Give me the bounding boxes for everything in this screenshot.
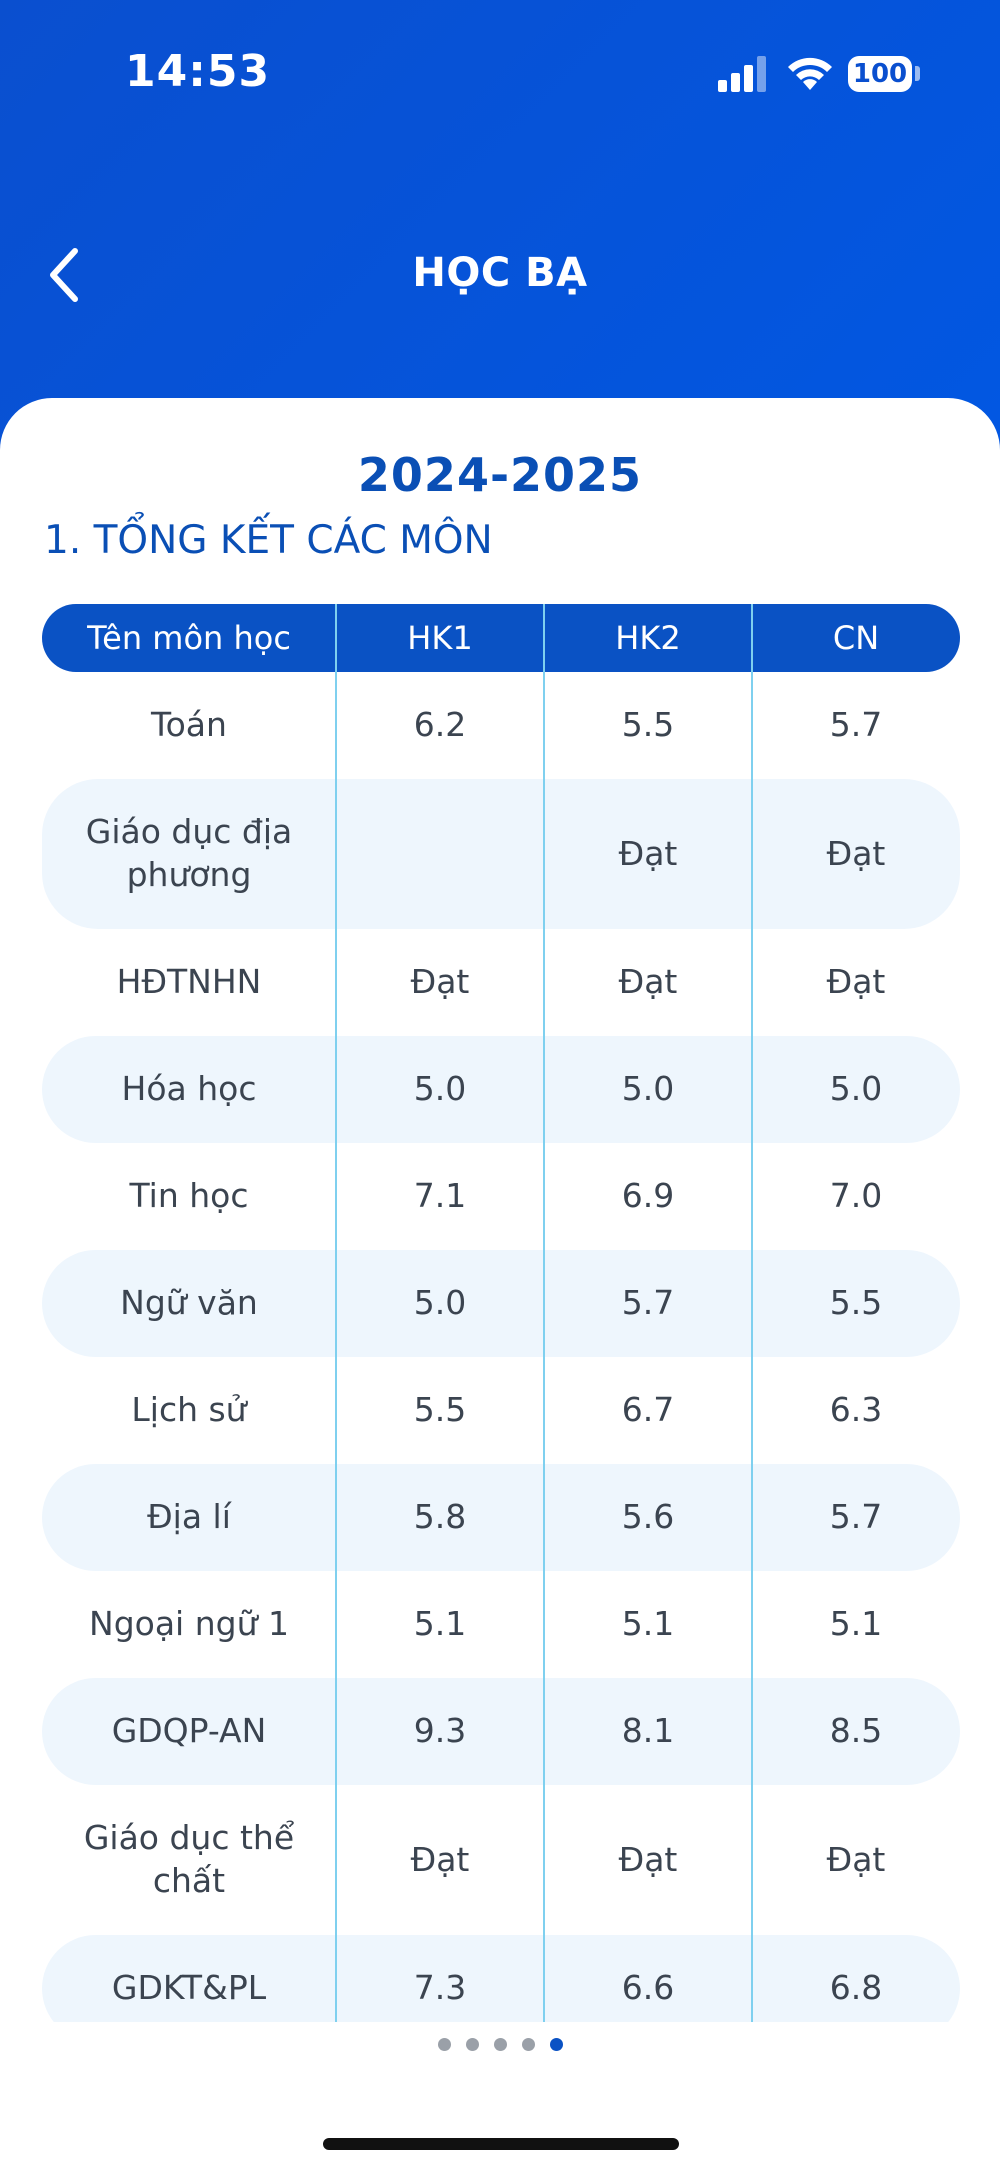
table-row: [42, 1036, 960, 1143]
table-row: [42, 929, 960, 1036]
hk1-cell: 5.5: [413, 1390, 467, 1430]
table-row: [42, 1143, 960, 1250]
school-year: 2024-2025: [357, 448, 643, 502]
page-dot[interactable]: [522, 2038, 535, 2051]
hk1-cell: 5.1: [413, 1604, 467, 1644]
subject-cell: HĐTNHN: [116, 962, 262, 1002]
cn-cell: 5.7: [829, 705, 883, 745]
cn-cell: 5.5: [829, 1283, 883, 1323]
subject-cell: GDQP-AN: [111, 1711, 267, 1751]
table-row: [42, 1250, 960, 1357]
content-card: [0, 398, 1000, 2167]
cellular-signal-icon: [718, 56, 770, 92]
subject-cell: Toán: [151, 705, 227, 745]
hk1-cell: 9.3: [413, 1711, 467, 1751]
cn-cell: 5.7: [829, 1497, 883, 1537]
battery-level: 100: [852, 59, 908, 89]
cn-cell: 5.1: [829, 1604, 883, 1644]
hk1-cell: 5.0: [413, 1283, 467, 1323]
status-time: 14:53: [125, 46, 271, 97]
cn-cell: 5.0: [829, 1069, 883, 1109]
cn-cell: Đạt: [826, 833, 886, 873]
column-divider: [335, 604, 337, 2022]
section-title: 1. TỔNG KẾT CÁC MÔN: [44, 518, 493, 563]
table-row: [42, 1785, 960, 1935]
status-bar: [0, 0, 1000, 150]
column-divider: [751, 604, 753, 2022]
cn-cell: 7.0: [829, 1176, 883, 1216]
table-row: [42, 1678, 960, 1785]
hk2-cell: 5.1: [621, 1604, 675, 1644]
subject-cell: Ngoại ngữ 1: [89, 1604, 289, 1644]
hk2-cell: 5.5: [621, 705, 675, 745]
cn-cell: 6.3: [829, 1390, 883, 1430]
column-divider: [543, 604, 545, 2022]
grades-table[interactable]: [42, 604, 960, 2022]
page-indicator: [0, 2038, 1000, 2058]
subject-cell: Ngữ văn: [120, 1283, 258, 1323]
hk1-cell: 7.3: [413, 1968, 467, 2008]
cn-cell: 6.8: [829, 1968, 883, 2008]
hk1-cell: Đạt: [410, 1839, 470, 1879]
hk2-cell: 8.1: [621, 1711, 675, 1751]
hk1-cell: 6.2: [413, 705, 467, 745]
hk2-cell: 6.9: [621, 1176, 675, 1216]
subject-cell: Giáo dục thể chất: [83, 1818, 295, 1900]
hk1-cell: [336, 779, 544, 929]
hk2-cell: 5.6: [621, 1497, 675, 1537]
wifi-icon: [785, 52, 835, 92]
subject-cell: Giáo dục địa phương: [85, 812, 293, 894]
column-header-cn: CN: [832, 619, 880, 657]
hk2-cell: 6.7: [621, 1390, 675, 1430]
hk2-cell: 5.7: [621, 1283, 675, 1323]
cn-cell: 8.5: [829, 1711, 883, 1751]
hk1-cell: 5.8: [413, 1497, 467, 1537]
hk2-cell: Đạt: [618, 962, 678, 1002]
hk1-cell: Đạt: [410, 962, 470, 1002]
table-row: [42, 1357, 960, 1464]
subject-cell: GDKT&PL: [111, 1968, 267, 2008]
hk1-cell: 7.1: [413, 1176, 467, 1216]
battery-cap: [915, 66, 920, 81]
subject-cell: Tin học: [129, 1176, 249, 1216]
hk2-cell: 5.0: [621, 1069, 675, 1109]
cn-cell: Đạt: [826, 1839, 886, 1879]
cn-cell: Đạt: [826, 962, 886, 1002]
table-header: [42, 604, 960, 672]
hk1-cell: 5.0: [413, 1069, 467, 1109]
page-title: HỌC BẠ: [412, 250, 588, 296]
table-row: [42, 672, 960, 779]
page-dot[interactable]: [494, 2038, 507, 2051]
hk2-cell: Đạt: [618, 833, 678, 873]
column-header-hk1: HK1: [407, 619, 473, 657]
subject-cell: Địa lí: [147, 1497, 231, 1537]
page-dot[interactable]: [466, 2038, 479, 2051]
column-header-subject: Tên môn học: [87, 619, 291, 657]
table-row: [42, 779, 960, 929]
header: [0, 230, 1000, 320]
column-header-hk2: HK2: [615, 619, 681, 657]
table-row: [42, 1464, 960, 1571]
battery-icon: [848, 56, 912, 92]
table-row: [42, 1935, 960, 2022]
hk2-cell: Đạt: [618, 1839, 678, 1879]
subject-cell: Lịch sử: [131, 1390, 247, 1430]
home-indicator[interactable]: [323, 2138, 679, 2150]
hk2-cell: 6.6: [621, 1968, 675, 2008]
page-dot-active[interactable]: [550, 2038, 563, 2051]
page-dot[interactable]: [438, 2038, 451, 2051]
table-row: [42, 1571, 960, 1678]
subject-cell: Hóa học: [121, 1069, 257, 1109]
